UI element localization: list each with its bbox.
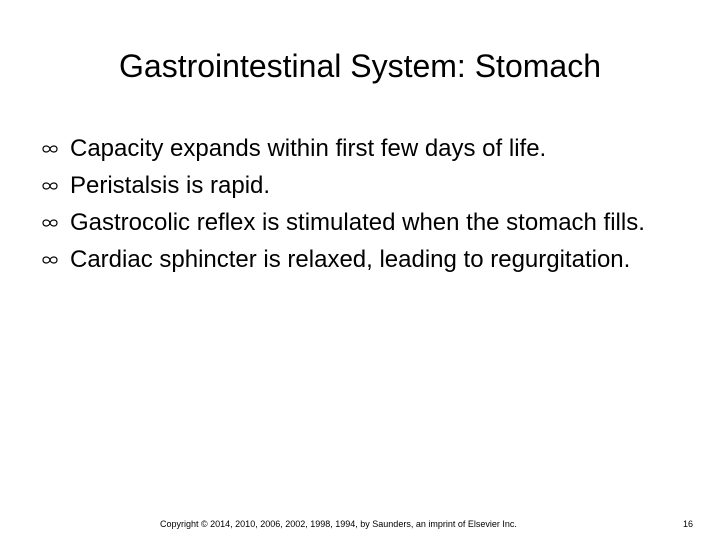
bullet-item <box>42 130 702 167</box>
bullet-text: Gastrocolic reflex is stimulated when the stomach fills. <box>70 209 645 236</box>
ornamental-loop-icon <box>42 255 58 265</box>
bullet-item <box>42 204 702 241</box>
bullet-text: Peristalsis is rapid. <box>70 172 271 199</box>
bullet-list <box>42 130 702 278</box>
ornamental-loop-icon <box>42 144 58 154</box>
bullet-text: Cardiac sphincter is relaxed, leading to regurgitation. <box>70 246 631 273</box>
slide-number: 16 <box>683 519 694 529</box>
footer-copyright: Copyright © 2014, 2010, 2006, 2002, 1998, 1994, by Saunders, an imprint of Elsevier Inc. <box>160 519 517 529</box>
bullet-text: Capacity expands within first few days of life. <box>70 135 547 162</box>
ornamental-loop-icon <box>42 181 58 191</box>
ornamental-loop-icon <box>42 218 58 228</box>
slide-title: Gastrointestinal System: Stomach <box>119 48 601 84</box>
bullet-item <box>42 167 702 204</box>
bullet-item <box>42 241 702 278</box>
